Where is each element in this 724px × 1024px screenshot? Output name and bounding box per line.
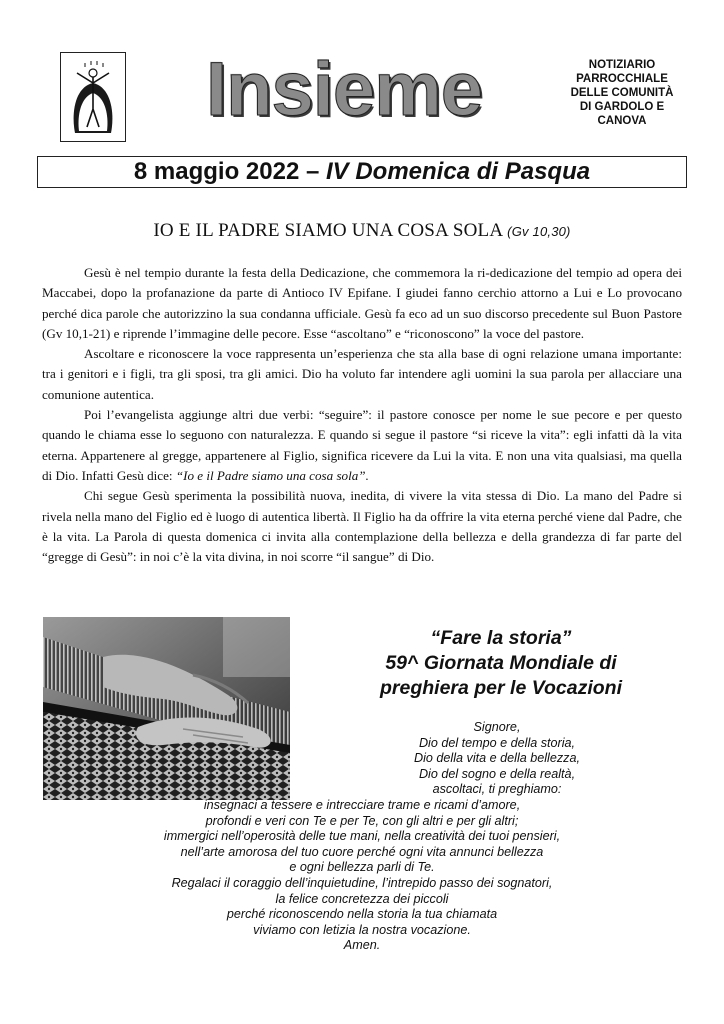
prayer-text <box>60 720 664 954</box>
article-paragraph: Ascoltare e riconoscere la voce rappresenta un’esperienza che sta alla base di ogni relazione umana importante: tra i genitori e i figli, tra gli sposi, tra gli amici. Dio ha voluto far intendere agli uomini la sua parola per allacciare una comunione autentica. <box>42 346 682 402</box>
publication-info-line: DELLE COMUNITÀ <box>570 87 674 99</box>
prayer-line: Signore, <box>473 720 521 734</box>
prayer-line: immergici nell’operosità delle tue mani, nella creatività dei tuoi pensieri, <box>163 829 561 844</box>
heading-line: preghiera per le Vocazioni <box>379 677 623 699</box>
risen-christ-icon <box>61 53 125 141</box>
prayer-line: Dio della vita e della bellezza, <box>414 751 580 766</box>
article-paragraph: Chi segue Gesù sperimenta la possibilità nuova, inedita, di vivere la vita stessa di Dio. La mano del Padre si rivela nella mano del Figlio ed è luogo di autentica libertà. Il Figlio ha da offrire la vita eterna perché viene dal Padre, che è la vita. La Parola di questa domenica ci invita alla contemplazione della bellezza e della grandezza di far parte del “gregge di Gesù”: in noi c’è la vita divina, in noi scorre “il sangue” di Dio. <box>42 488 682 565</box>
heading-line: “Fare la storia” <box>430 627 572 649</box>
article-title <box>60 220 664 242</box>
prayer-line: ascoltaci, ti preghiamo: <box>432 782 562 797</box>
prayer-line: viviamo con letizia la nostra vocazione. <box>253 922 471 937</box>
publication-info-line: CANOVA <box>597 115 647 127</box>
article-paragraph: Gesù è nel tempio durante la festa della Dedicazione, che commemora la ri-dedicazione del tempio ad opera dei Maccabei, dopo la profanazione da parte di Antioco IV Epifane. I giudei fanno cerchio attorno a Lui e Lo provocano perché dica parole che autorizzino la sua condanna ufficiale. Gesù fa eco ad un suo discorso precedente sul Buon Pastore (Gv 10,1-21) e riprende l’immagine delle pecore. Esse “ascoltano” e “riconoscono” la voce del pastore. <box>42 265 682 341</box>
publication-info-line: NOTIZIARIO <box>588 59 656 71</box>
gospel-quote: “Io e il Padre siamo una cosa sola”. <box>175 467 369 483</box>
prayer-line: profondi e veri con Te e per Te, con gli altri e per gli altri; <box>205 813 519 828</box>
date-banner <box>37 156 687 188</box>
liturgical-occasion: IV Domenica di Pasqua <box>326 158 591 185</box>
article-paragraph <box>42 405 682 486</box>
masthead-title: Insieme <box>206 47 483 132</box>
heading-line: 59^ Giornata Mondiale di <box>385 652 617 674</box>
prayer-line: insegnaci a tessere e intrecciare trame e ricami d’amore, <box>203 797 521 812</box>
parish-logo <box>60 52 126 142</box>
prayer-line: la felice concretezza dei piccoli <box>275 891 449 906</box>
vocations-heading <box>336 626 666 701</box>
gospel-reference: (Gv 10,30) <box>507 224 571 239</box>
paragraph-text: Poi l’evangelista aggiunge altri due verbi: “seguire”: il pastore conosce per nome le sue pecore e per questo quando le chiama esse lo seguono con naturalezza. E quando si segue il pastore “si riceve la vita”: egli infatti dà la vita eterna. Appartenere al gregge, appartenere al Figlio, significa ricevere da Lui la vita. E non una vita qualsiasi, ma quella di Dio. Infatti Gesù dice: <box>42 407 682 483</box>
prayer-line: e ogni bellezza parli di Te. <box>289 860 435 875</box>
publication-info <box>552 58 692 128</box>
article-title-text: IO E IL PADRE SIAMO UNA COSA SOLA <box>153 220 508 241</box>
prayer-line: Dio del sogno e della realtà, <box>418 766 576 781</box>
article-body <box>42 263 682 567</box>
prayer-line: Dio del tempo e della storia, <box>418 735 576 750</box>
publication-info-line: PARROCCHIALE <box>576 73 668 85</box>
issue-date: 8 maggio 2022 – <box>133 158 326 185</box>
prayer-line: perché riconoscendo nella storia la tua chiamata <box>226 907 498 922</box>
prayer-line: nell’arte amorosa del tuo cuore perché ogni vita annunci bellezza <box>180 844 544 859</box>
prayer-line: Amen. <box>343 938 381 953</box>
publication-info-line: DI GARDOLO E <box>579 101 665 113</box>
prayer-line: Regalaci il coraggio dell’inquietudine, l’intrepido passo dei sognatori, <box>171 875 553 890</box>
